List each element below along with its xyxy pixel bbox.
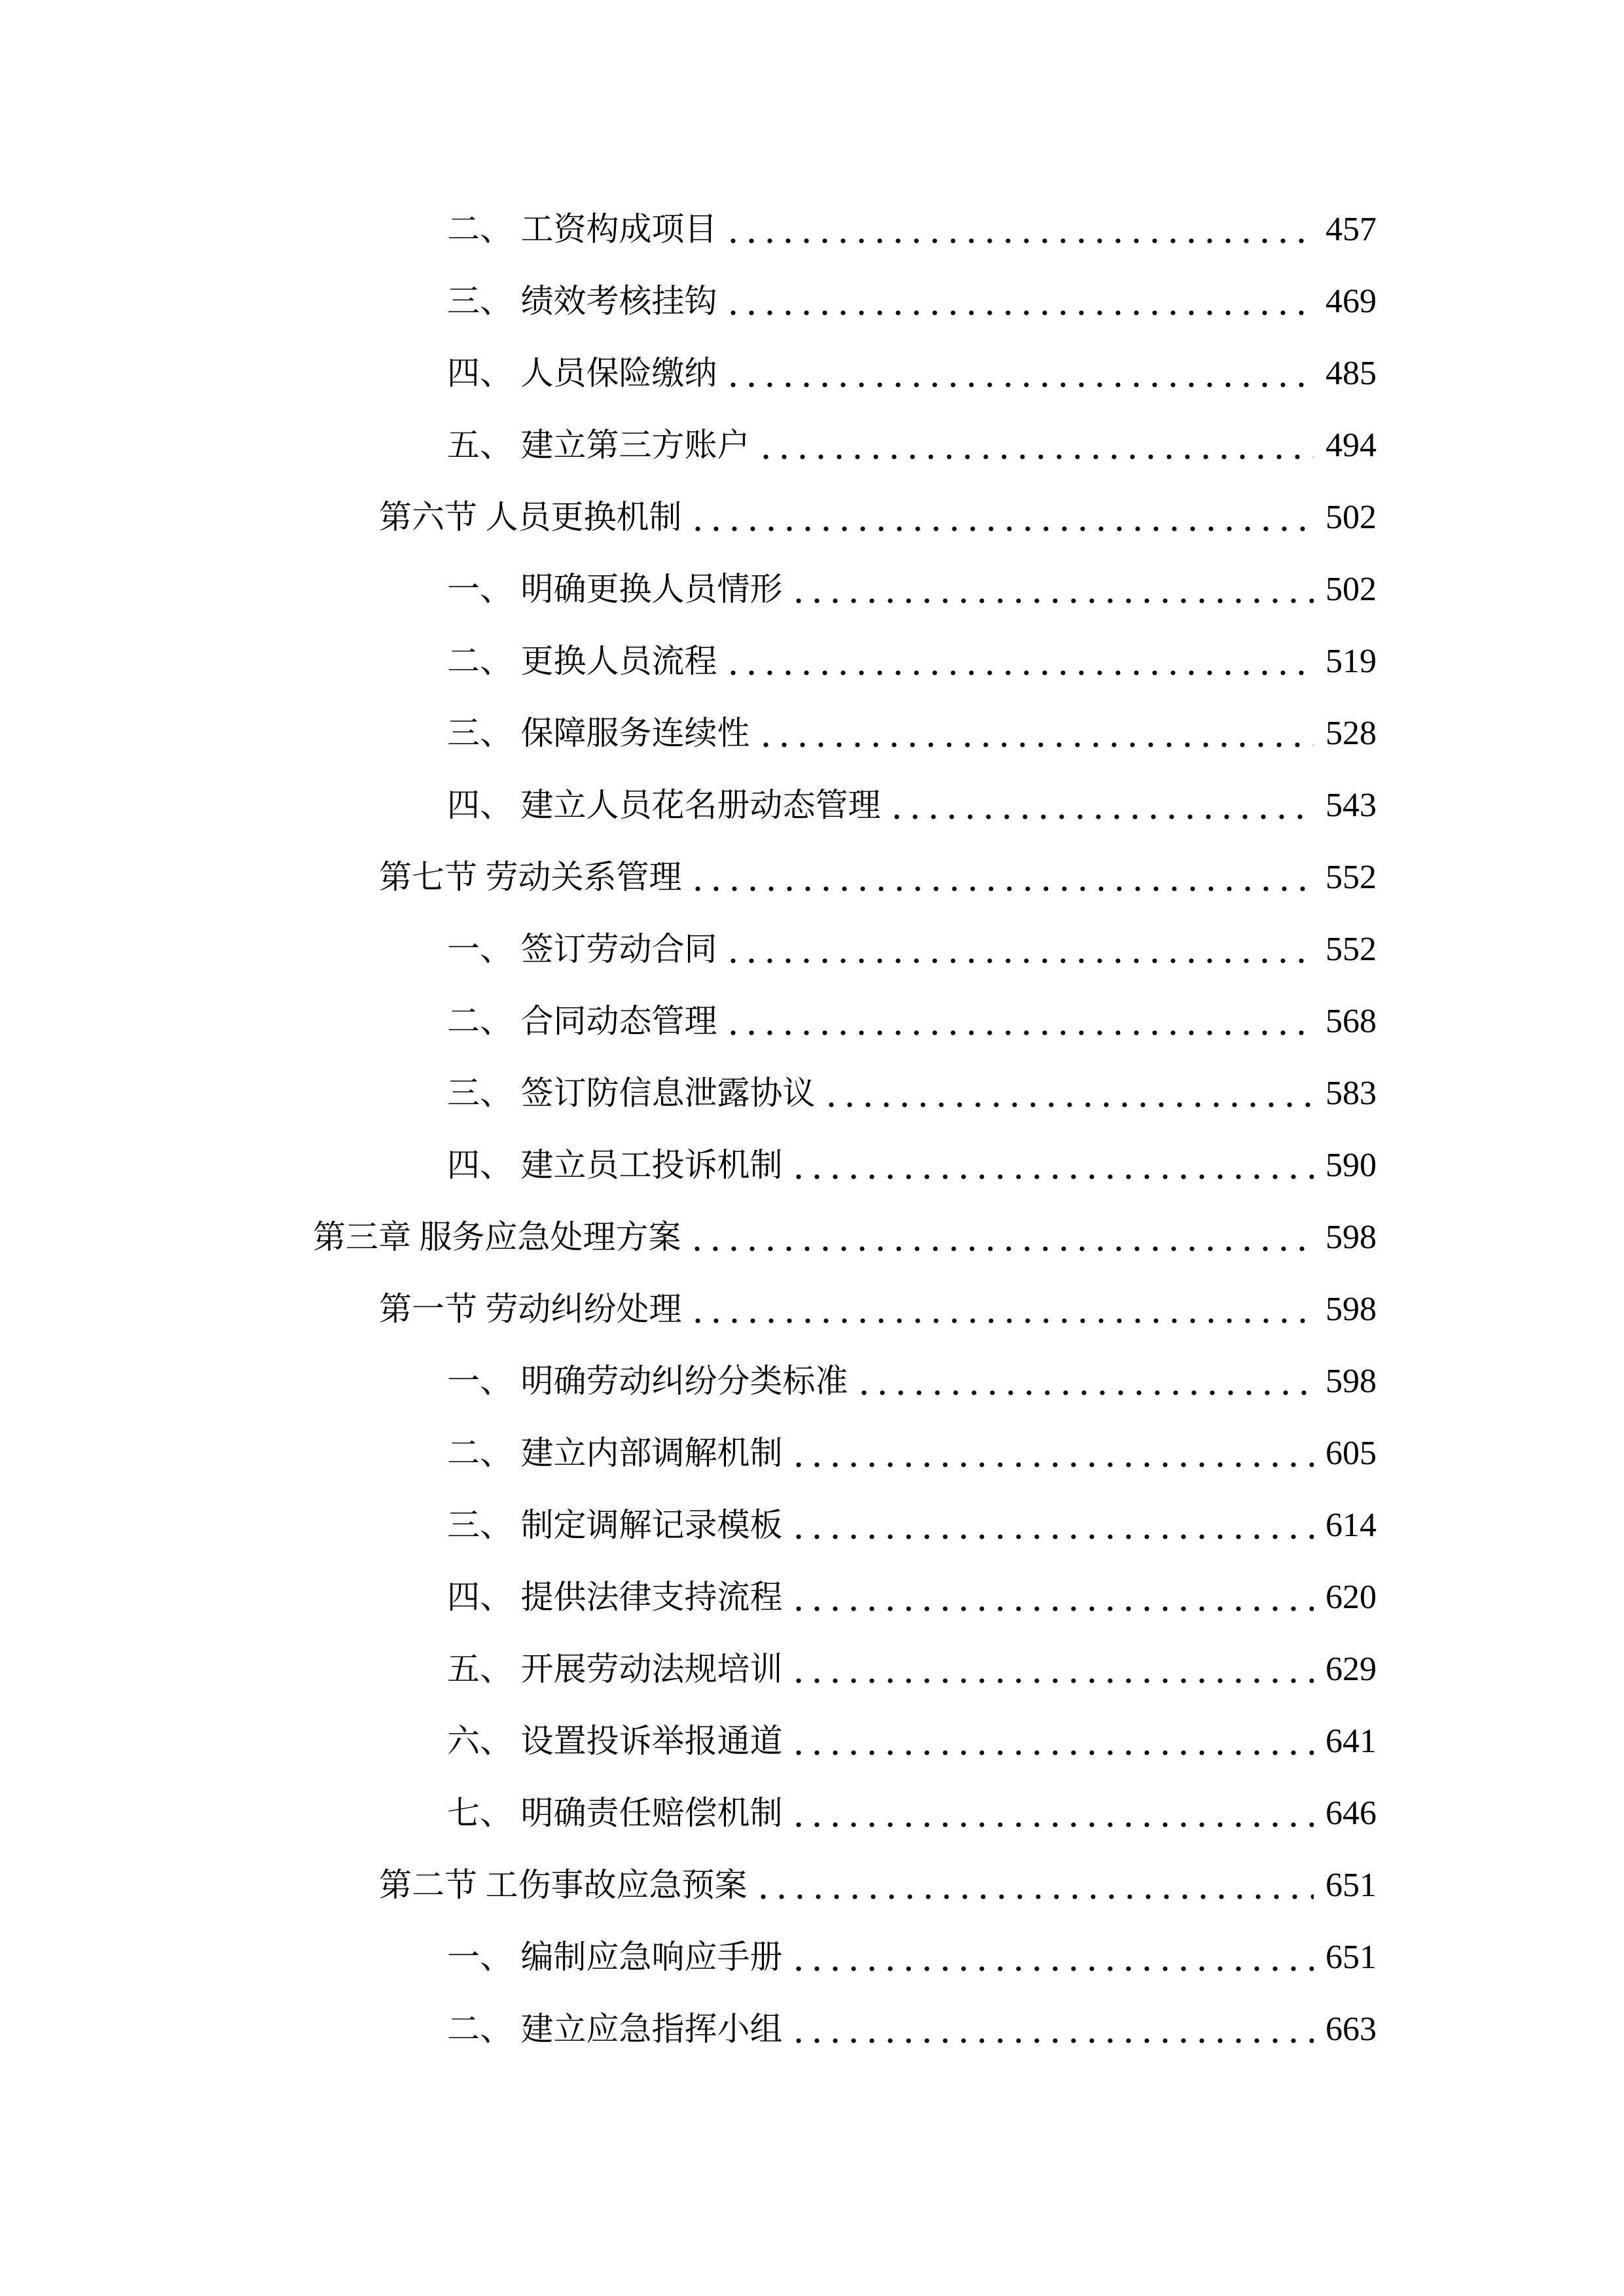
dot-leader <box>822 1057 1314 1129</box>
toc-entry[interactable] <box>447 409 1377 481</box>
toc-entry[interactable] <box>447 265 1377 337</box>
toc-entry-label: 一、 明确劳动纠纷分类标准 <box>447 1363 848 1399</box>
dot-leader <box>789 1417 1314 1489</box>
toc-entry[interactable] <box>447 1993 1377 2065</box>
dot-leader <box>757 697 1314 769</box>
toc-entry[interactable] <box>313 1201 1377 1273</box>
toc-entry-label: 五、 开展劳动法规培训 <box>447 1651 783 1687</box>
toc-entry-page-number: 552 <box>1326 859 1377 896</box>
dot-leader <box>789 1561 1314 1633</box>
dot-leader <box>724 985 1314 1057</box>
toc-entry[interactable] <box>379 1849 1377 1921</box>
toc-entry[interactable] <box>447 1129 1377 1201</box>
toc-entry-label: 二、 建立应急指挥小组 <box>447 2011 783 2047</box>
dot-leader <box>724 337 1314 409</box>
toc-entry-page-number: 629 <box>1326 1651 1377 1688</box>
toc-entry-page-number: 502 <box>1326 571 1377 608</box>
toc-entry[interactable] <box>447 1561 1377 1633</box>
dot-leader <box>789 1633 1314 1705</box>
toc-entry-page-number: 494 <box>1326 427 1377 464</box>
dot-leader <box>789 1993 1314 2065</box>
toc-entry-page-number: 620 <box>1326 1579 1377 1616</box>
toc-entry-page-number: 519 <box>1326 643 1377 680</box>
toc-entry-page-number: 469 <box>1326 283 1377 320</box>
toc-entry-label: 第三章 服务应急处理方案 <box>313 1219 681 1255</box>
dot-leader <box>789 1777 1314 1849</box>
dot-leader <box>724 625 1314 697</box>
toc-entry-label: 第七节 劳动关系管理 <box>379 859 682 895</box>
dot-leader <box>754 1849 1314 1921</box>
toc-entry-page-number: 543 <box>1326 787 1377 824</box>
toc-entry-label: 第六节 人员更换机制 <box>379 499 682 535</box>
dot-leader <box>888 769 1314 841</box>
dot-leader <box>789 1921 1314 1993</box>
toc-entry-page-number: 641 <box>1326 1723 1377 1760</box>
toc-entry-label: 六、 设置投诉举报通道 <box>447 1723 783 1759</box>
toc-entry-page-number: 598 <box>1326 1219 1377 1256</box>
toc-entry-label: 四、 建立员工投诉机制 <box>447 1147 783 1183</box>
toc-entry-label: 三、 签订防信息泄露协议 <box>447 1075 816 1111</box>
toc-entry-label: 四、 人员保险缴纳 <box>447 355 717 391</box>
toc-entry-page-number: 528 <box>1326 715 1377 752</box>
toc-entry[interactable] <box>447 913 1377 985</box>
toc-entry-label: 一、 签订劳动合同 <box>447 931 717 967</box>
toc-entry[interactable] <box>447 1489 1377 1561</box>
dot-leader <box>689 481 1314 553</box>
toc-entry-label: 三、 制定调解记录模板 <box>447 1507 783 1543</box>
dot-leader <box>855 1345 1314 1417</box>
dot-leader <box>689 1273 1314 1345</box>
toc-entry-label: 三、 保障服务连续性 <box>447 715 750 751</box>
toc-entry-page-number: 590 <box>1326 1147 1377 1184</box>
toc-entry-label: 第二节 工伤事故应急预案 <box>379 1867 748 1903</box>
toc-entry-label: 三、 绩效考核挂钩 <box>447 283 717 319</box>
toc-entry[interactable] <box>447 625 1377 697</box>
dot-leader <box>789 1705 1314 1777</box>
toc-entry[interactable] <box>447 985 1377 1057</box>
toc-entry-label: 二、 合同动态管理 <box>447 1003 717 1039</box>
dot-leader <box>724 193 1314 265</box>
toc-entry-label: 二、 工资构成项目 <box>447 211 717 247</box>
toc-entry-page-number: 605 <box>1326 1435 1377 1472</box>
toc-entry[interactable] <box>447 553 1377 625</box>
dot-leader <box>757 409 1314 481</box>
toc-entry-label: 二、 更换人员流程 <box>447 643 717 679</box>
toc-entry-page-number: 651 <box>1326 1867 1377 1904</box>
dot-leader <box>789 1129 1314 1201</box>
dot-leader <box>724 913 1314 985</box>
toc-entry[interactable] <box>447 1417 1377 1489</box>
toc-entry[interactable] <box>379 841 1377 913</box>
toc-entry-page-number: 663 <box>1326 2011 1377 2048</box>
toc-entry[interactable] <box>447 1345 1377 1417</box>
toc-entry-page-number: 614 <box>1326 1507 1377 1544</box>
toc-entry-label: 第一节 劳动纠纷处理 <box>379 1291 682 1327</box>
toc-entry[interactable] <box>447 1057 1377 1129</box>
toc-entry-page-number: 646 <box>1326 1795 1377 1832</box>
toc-entry[interactable] <box>447 1777 1377 1849</box>
toc-entry-label: 七、 明确责任赔偿机制 <box>447 1795 783 1831</box>
toc-entry-label: 四、 提供法律支持流程 <box>447 1579 783 1615</box>
toc-entry-label: 四、 建立人员花名册动态管理 <box>447 787 881 823</box>
toc-entry-page-number: 457 <box>1326 211 1377 248</box>
toc-entry[interactable] <box>447 1633 1377 1705</box>
toc-entry-page-number: 502 <box>1326 499 1377 536</box>
toc-entry[interactable] <box>379 1273 1377 1345</box>
toc-entry-page-number: 485 <box>1326 355 1377 392</box>
toc-entry[interactable] <box>447 1921 1377 1993</box>
toc-entry[interactable] <box>447 337 1377 409</box>
toc-entry-page-number: 568 <box>1326 1003 1377 1040</box>
toc-entry-label: 五、 建立第三方账户 <box>447 427 750 463</box>
toc-entry-page-number: 598 <box>1326 1291 1377 1328</box>
toc-entry-label: 二、 建立内部调解机制 <box>447 1435 783 1471</box>
toc-entry[interactable] <box>447 193 1377 265</box>
toc-entry-label: 一、 编制应急响应手册 <box>447 1939 783 1975</box>
toc-entry-page-number: 651 <box>1326 1939 1377 1976</box>
toc-entry[interactable] <box>447 1705 1377 1777</box>
toc-entry[interactable] <box>379 481 1377 553</box>
toc-entry-page-number: 583 <box>1326 1075 1377 1112</box>
toc-entry-page-number: 598 <box>1326 1363 1377 1400</box>
toc-entry[interactable] <box>447 697 1377 769</box>
dot-leader <box>789 553 1314 625</box>
toc-entry[interactable] <box>447 769 1377 841</box>
dot-leader <box>724 265 1314 337</box>
dot-leader <box>689 841 1314 913</box>
dot-leader <box>789 1489 1314 1561</box>
toc-entry-label: 一、 明确更换人员情形 <box>447 571 783 607</box>
toc-entry-page-number: 552 <box>1326 931 1377 968</box>
dot-leader <box>688 1201 1314 1273</box>
